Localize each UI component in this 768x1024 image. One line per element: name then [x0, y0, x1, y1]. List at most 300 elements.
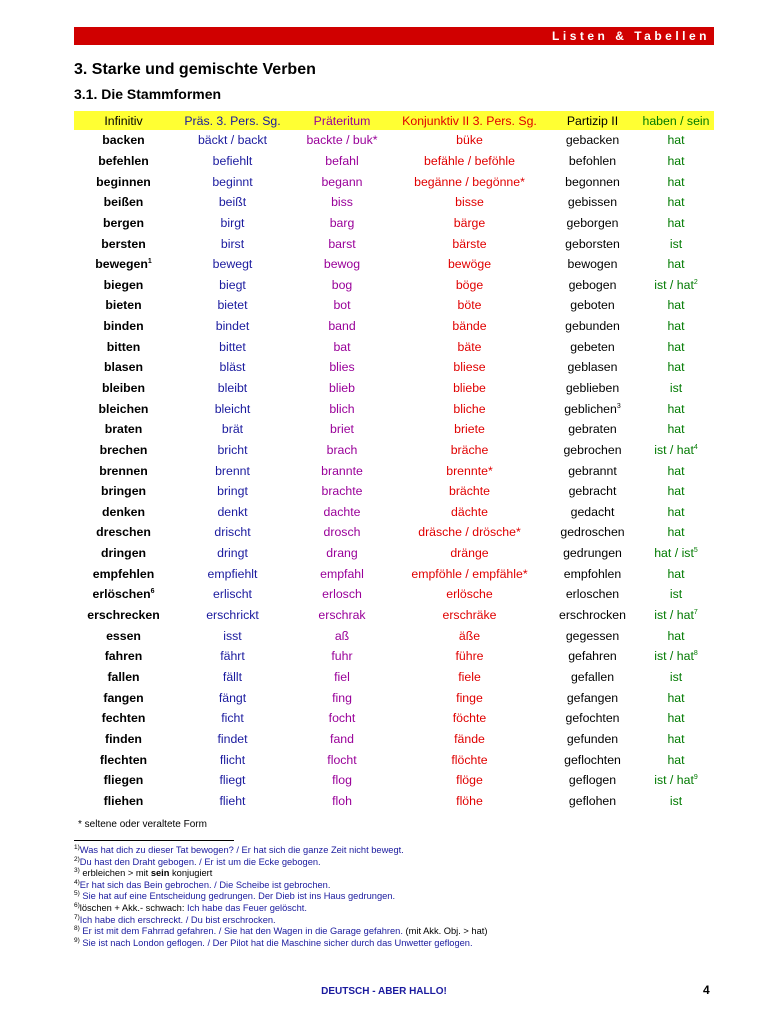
cell-hilfsverb — [638, 605, 714, 626]
footnote-text: erbleichen > mit — [79, 868, 151, 879]
page-title: 3. Starke und gemischte Verben — [74, 61, 316, 78]
column-header-praesens: Präs. 3. Pers. Sg. — [173, 111, 292, 130]
cell-praesens — [173, 440, 292, 461]
footnote-item — [74, 880, 714, 892]
rare-form-note: * seltene oder veraltete Form — [78, 819, 207, 830]
cell-hilfsverb — [638, 192, 714, 213]
cell-text: fliegt — [219, 773, 246, 788]
cell-text: flog — [332, 773, 352, 788]
cell-text: bitten — [106, 339, 141, 354]
cell-text: dreschen — [96, 525, 151, 540]
cell-text: blies — [329, 360, 355, 375]
table-row — [74, 749, 714, 770]
footnote-item — [74, 891, 714, 903]
cell-text: barst — [328, 236, 356, 251]
cell-text: bliebe — [453, 381, 486, 395]
cell-text: backte / buk* — [306, 133, 378, 148]
cell-text: brach — [326, 442, 358, 457]
cell-praesens — [173, 336, 292, 357]
cell-konjunktiv — [392, 605, 547, 626]
cell-praesens — [173, 460, 292, 481]
cell-infinitiv — [74, 213, 173, 234]
column-header-praeteritum: Präteritum — [292, 111, 392, 130]
cell-text: aß — [334, 628, 350, 643]
cell-hilfsverb — [638, 791, 714, 812]
cell-text: brechen — [99, 442, 148, 457]
cell-praesens — [173, 151, 292, 172]
cell-praeteritum — [292, 791, 392, 812]
cell-praeteritum — [292, 563, 392, 584]
cell-infinitiv — [74, 543, 173, 564]
cell-partizip — [547, 171, 638, 192]
table-row — [74, 274, 714, 295]
cell-infinitiv — [74, 522, 173, 543]
footnote-item — [74, 926, 714, 938]
cell-text: finden — [105, 731, 142, 746]
footnote-marker: 8 — [693, 650, 698, 658]
cell-text: ist / hat — [654, 277, 694, 292]
cell-praeteritum — [292, 295, 392, 316]
footnote-marker: 1 — [147, 258, 152, 266]
cell-text: bieten — [105, 298, 142, 313]
cell-text: erlosch — [322, 587, 362, 602]
cell-partizip — [547, 440, 638, 461]
table-row — [74, 791, 714, 812]
cell-text: biegt — [219, 277, 246, 292]
cell-praesens — [173, 729, 292, 750]
cell-konjunktiv — [392, 213, 547, 234]
cell-praeteritum — [292, 749, 392, 770]
cell-text: drang — [326, 546, 358, 561]
cell-praesens — [173, 522, 292, 543]
cell-text: bot — [333, 298, 351, 313]
table-row — [74, 687, 714, 708]
footnote-item — [74, 915, 714, 927]
cell-hilfsverb — [638, 151, 714, 172]
footnote-text: Er ist mit dem Fahrrad gefahren. / Sie hat den Wagen in die Garage gefahren. — [79, 926, 403, 937]
cell-text: flieht — [219, 793, 246, 808]
table-row — [74, 171, 714, 192]
page-number: 4 — [703, 983, 710, 997]
cell-text: hat — [667, 360, 685, 375]
cell-praesens — [173, 316, 292, 337]
cell-text: gegessen — [565, 628, 620, 643]
cell-partizip — [547, 192, 638, 213]
cell-text: fängt — [218, 690, 247, 705]
table-row — [74, 357, 714, 378]
cell-text: böte — [457, 298, 482, 313]
cell-text: gefahren — [568, 649, 617, 664]
cell-text: brachte — [321, 484, 363, 499]
cell-infinitiv — [74, 171, 173, 192]
footnote-marker: 9 — [693, 774, 698, 782]
cell-text: essen — [106, 628, 141, 643]
cell-text: geborsten — [565, 236, 620, 251]
cell-partizip — [547, 522, 638, 543]
cell-text: braten — [104, 422, 143, 437]
cell-konjunktiv — [392, 254, 547, 275]
table-row — [74, 481, 714, 502]
cell-text: fallen — [107, 669, 140, 684]
cell-text: erloschen — [565, 587, 620, 602]
cell-text: isst — [223, 628, 242, 643]
footnote-item — [74, 938, 714, 950]
cell-text: gefallen — [570, 669, 615, 684]
table-row — [74, 502, 714, 523]
cell-partizip — [547, 729, 638, 750]
cell-text: geflochten — [564, 752, 621, 767]
cell-text: dachte — [323, 504, 361, 519]
cell-text: hat — [667, 401, 685, 416]
cell-text: geborgen — [566, 215, 619, 230]
cell-text: hat — [667, 566, 685, 581]
table-row — [74, 398, 714, 419]
cell-praeteritum — [292, 708, 392, 729]
table-row — [74, 543, 714, 564]
cell-text: flicht — [219, 752, 246, 767]
footnote-marker: 3 — [616, 402, 621, 410]
column-header-infinitiv: Infinitiv — [74, 111, 173, 130]
table-header-row — [74, 111, 714, 130]
cell-text: bewegen — [95, 257, 148, 272]
cell-text: bergen — [103, 215, 144, 230]
footnote-text: Sie ist nach London geflogen. / Der Pilot hat die Maschine sicher durch das Unwetter geflogen. — [79, 937, 473, 948]
cell-hilfsverb — [638, 213, 714, 234]
cell-text: birgt — [220, 215, 245, 230]
cell-praeteritum — [292, 543, 392, 564]
cell-praesens — [173, 398, 292, 419]
cell-text: hat — [667, 711, 685, 726]
cell-praesens — [173, 502, 292, 523]
cell-text: bog — [331, 277, 353, 292]
cell-text: hat — [667, 484, 685, 499]
cell-text: ist — [669, 381, 683, 395]
cell-text: bricht — [217, 442, 248, 457]
cell-hilfsverb — [638, 770, 714, 791]
cell-text: briete — [454, 422, 485, 437]
cell-text: barg — [329, 215, 355, 230]
cell-text: bittet — [219, 339, 246, 354]
cell-text: bewogen — [567, 257, 618, 272]
footnote-number: 4) — [74, 878, 80, 886]
cell-infinitiv — [74, 336, 173, 357]
cell-text: briet — [330, 422, 354, 437]
footnote-number: 2) — [74, 855, 80, 863]
cell-konjunktiv — [392, 522, 547, 543]
cell-text: bewöge — [447, 257, 492, 272]
cell-partizip — [547, 254, 638, 275]
cell-infinitiv — [74, 791, 173, 812]
cell-text: hat — [667, 133, 685, 148]
cell-text: ficht — [221, 711, 244, 726]
cell-infinitiv — [74, 378, 173, 399]
cell-text: bewegt — [212, 257, 253, 272]
column-header-hilfsverb: haben / sein — [638, 111, 714, 130]
cell-praeteritum — [292, 729, 392, 750]
cell-praeteritum — [292, 646, 392, 667]
cell-text: hat — [667, 628, 685, 643]
cell-konjunktiv — [392, 770, 547, 791]
cell-konjunktiv — [392, 708, 547, 729]
section-subtitle: 3.1. Die Stammformen — [74, 86, 222, 102]
cell-hilfsverb — [638, 708, 714, 729]
cell-text: biegen — [103, 277, 144, 292]
cell-text: befehlen — [98, 153, 149, 168]
cell-infinitiv — [74, 605, 173, 626]
cell-praesens — [173, 213, 292, 234]
cell-text: hat — [667, 339, 685, 354]
table-row — [74, 729, 714, 750]
cell-text: erlösche — [446, 587, 493, 602]
cell-praeteritum — [292, 687, 392, 708]
cell-text: hat — [667, 422, 685, 437]
cell-text: hat / ist — [654, 546, 694, 561]
cell-text: fechten — [101, 711, 146, 726]
cell-praeteritum — [292, 770, 392, 791]
cell-infinitiv — [74, 667, 173, 688]
cell-infinitiv — [74, 233, 173, 254]
footnote-text: löschen + Akk.- schwach: — [79, 902, 188, 913]
cell-partizip — [547, 791, 638, 812]
cell-praesens — [173, 749, 292, 770]
footnote-text: konjugiert — [169, 868, 213, 879]
cell-text: geflogen — [568, 773, 617, 788]
cell-text: befähle / beföhle — [424, 153, 515, 168]
cell-text: bände — [452, 319, 487, 334]
cell-text: erlischt — [213, 587, 252, 602]
cell-text: birst — [220, 236, 245, 251]
cell-text: fliehen — [103, 793, 144, 808]
table-row — [74, 419, 714, 440]
cell-konjunktiv — [392, 749, 547, 770]
cell-text: flocht — [327, 752, 357, 767]
cell-hilfsverb — [638, 543, 714, 564]
cell-infinitiv — [74, 151, 173, 172]
cell-partizip — [547, 460, 638, 481]
cell-text: fiel — [334, 669, 350, 684]
footnote-number: 1) — [74, 843, 80, 851]
cell-text: begann — [321, 174, 363, 189]
cell-text: gebogen — [568, 277, 617, 292]
cell-text: dringt — [217, 546, 248, 561]
cell-praesens — [173, 584, 292, 605]
cell-text: büke — [456, 133, 483, 148]
cell-text: hat — [667, 298, 685, 313]
cell-partizip — [547, 770, 638, 791]
cell-konjunktiv — [392, 151, 547, 172]
cell-text: hat — [667, 463, 685, 478]
cell-hilfsverb — [638, 625, 714, 646]
cell-praeteritum — [292, 522, 392, 543]
cell-hilfsverb — [638, 398, 714, 419]
cell-infinitiv — [74, 625, 173, 646]
cell-text: fand — [330, 731, 354, 746]
cell-text: bringen — [100, 484, 147, 499]
cell-text: ist — [669, 793, 683, 808]
cell-infinitiv — [74, 357, 173, 378]
cell-text: fährt — [220, 649, 245, 664]
cell-text: äße — [458, 628, 481, 643]
cell-hilfsverb — [638, 357, 714, 378]
cell-text: gebracht — [568, 484, 617, 499]
cell-partizip — [547, 130, 638, 151]
cell-text: finge — [456, 690, 483, 705]
cell-infinitiv — [74, 398, 173, 419]
table-row — [74, 667, 714, 688]
cell-praeteritum — [292, 502, 392, 523]
table-body — [74, 130, 714, 811]
cell-text: brät — [221, 422, 244, 437]
cell-text: geboten — [570, 298, 615, 313]
cell-praesens — [173, 378, 292, 399]
cell-praesens — [173, 233, 292, 254]
footnote-number: 6) — [74, 901, 80, 909]
cell-text: bäte — [457, 339, 482, 354]
cell-text: bewog — [323, 257, 361, 272]
cell-text: hat — [667, 153, 685, 168]
cell-konjunktiv — [392, 625, 547, 646]
cell-partizip — [547, 563, 638, 584]
cell-text: flöchte — [451, 752, 488, 767]
cell-text: hat — [667, 504, 685, 519]
cell-partizip — [547, 233, 638, 254]
footnote-divider — [74, 840, 234, 841]
cell-partizip — [547, 667, 638, 688]
cell-text: bindet — [215, 319, 250, 334]
cell-text: floh — [332, 793, 352, 808]
table-row — [74, 316, 714, 337]
footnote-marker: 4 — [693, 443, 698, 451]
cell-infinitiv — [74, 687, 173, 708]
cell-partizip — [547, 543, 638, 564]
footnote-item — [74, 868, 714, 880]
cell-text: befiehlt — [212, 153, 253, 168]
cell-praesens — [173, 192, 292, 213]
footnote-item — [74, 903, 714, 915]
table-row — [74, 233, 714, 254]
cell-praeteritum — [292, 625, 392, 646]
cell-hilfsverb — [638, 171, 714, 192]
cell-text: bleiben — [101, 381, 146, 395]
footnote-number: 7) — [74, 913, 80, 921]
cell-text: brannte — [321, 463, 363, 478]
cell-text: fuhr — [331, 649, 353, 664]
cell-text: ist — [669, 236, 683, 251]
cell-partizip — [547, 481, 638, 502]
cell-hilfsverb — [638, 729, 714, 750]
cell-text: brennt — [215, 463, 250, 478]
cell-hilfsverb — [638, 481, 714, 502]
table-row — [74, 213, 714, 234]
verb-table — [74, 111, 714, 811]
cell-text: fiele — [458, 669, 481, 684]
cell-partizip — [547, 336, 638, 357]
cell-praesens — [173, 708, 292, 729]
cell-text: fangen — [103, 690, 144, 705]
cell-text: dächte — [451, 504, 488, 519]
cell-praeteritum — [292, 336, 392, 357]
footnote-marker: 5 — [693, 547, 698, 555]
cell-text: gebissen — [567, 195, 618, 210]
cell-partizip — [547, 398, 638, 419]
cell-text: hat — [667, 174, 685, 189]
cell-konjunktiv — [392, 440, 547, 461]
cell-text: hat — [667, 731, 685, 746]
cell-infinitiv — [74, 254, 173, 275]
footnote-text: Was hat dich zu dieser Tat bewogen? / Er hat sich die ganze Zeit nicht bewegt. — [79, 845, 404, 855]
cell-partizip — [547, 708, 638, 729]
cell-hilfsverb — [638, 130, 714, 151]
cell-text: geblieben — [565, 381, 620, 395]
cell-partizip — [547, 502, 638, 523]
cell-text: befohlen — [568, 153, 617, 168]
cell-praeteritum — [292, 192, 392, 213]
cell-text: bleicht — [214, 401, 251, 416]
cell-hilfsverb — [638, 233, 714, 254]
cell-praesens — [173, 254, 292, 275]
cell-text: geflohen — [568, 793, 617, 808]
cell-hilfsverb — [638, 522, 714, 543]
cell-text: fände — [454, 731, 485, 746]
cell-praesens — [173, 419, 292, 440]
cell-praeteritum — [292, 130, 392, 151]
footnote-text: Ich habe das Feuer gelöscht. — [187, 902, 307, 913]
cell-infinitiv — [74, 646, 173, 667]
cell-konjunktiv — [392, 646, 547, 667]
cell-infinitiv — [74, 295, 173, 316]
cell-text: gebunden — [565, 319, 620, 334]
cell-praesens — [173, 295, 292, 316]
cell-text: bärge — [453, 215, 486, 230]
cell-praeteritum — [292, 274, 392, 295]
cell-partizip — [547, 605, 638, 626]
cell-text: fällt — [222, 669, 243, 684]
footnote-marker: 6 — [150, 588, 155, 596]
cell-text: brächte — [448, 484, 491, 499]
cell-partizip — [547, 687, 638, 708]
cell-text: hat — [667, 690, 685, 705]
cell-text: hat — [667, 257, 685, 272]
cell-text: biss — [331, 195, 353, 210]
cell-text: bleibt — [217, 381, 248, 395]
cell-praeteritum — [292, 357, 392, 378]
cell-praeteritum — [292, 605, 392, 626]
cell-text: ist — [669, 587, 683, 602]
cell-text: beißt — [218, 195, 247, 210]
cell-praeteritum — [292, 213, 392, 234]
cell-hilfsverb — [638, 336, 714, 357]
column-header-partizip: Partizip II — [547, 111, 638, 130]
table-row — [74, 646, 714, 667]
cell-text: gedrungen — [563, 546, 622, 561]
cell-praesens — [173, 605, 292, 626]
cell-hilfsverb — [638, 316, 714, 337]
footnote-marker: 2 — [693, 278, 698, 286]
cell-infinitiv — [74, 440, 173, 461]
table-row — [74, 584, 714, 605]
cell-text: ist / hat — [654, 442, 694, 457]
footnote-text: Ich habe dich erschreckt. / Du bist erschrocken. — [79, 914, 276, 925]
cell-praesens — [173, 130, 292, 151]
cell-praeteritum — [292, 584, 392, 605]
cell-text: blieb — [329, 381, 355, 395]
cell-partizip — [547, 419, 638, 440]
table-row — [74, 336, 714, 357]
cell-hilfsverb — [638, 419, 714, 440]
cell-partizip — [547, 749, 638, 770]
cell-konjunktiv — [392, 502, 547, 523]
cell-konjunktiv — [392, 336, 547, 357]
